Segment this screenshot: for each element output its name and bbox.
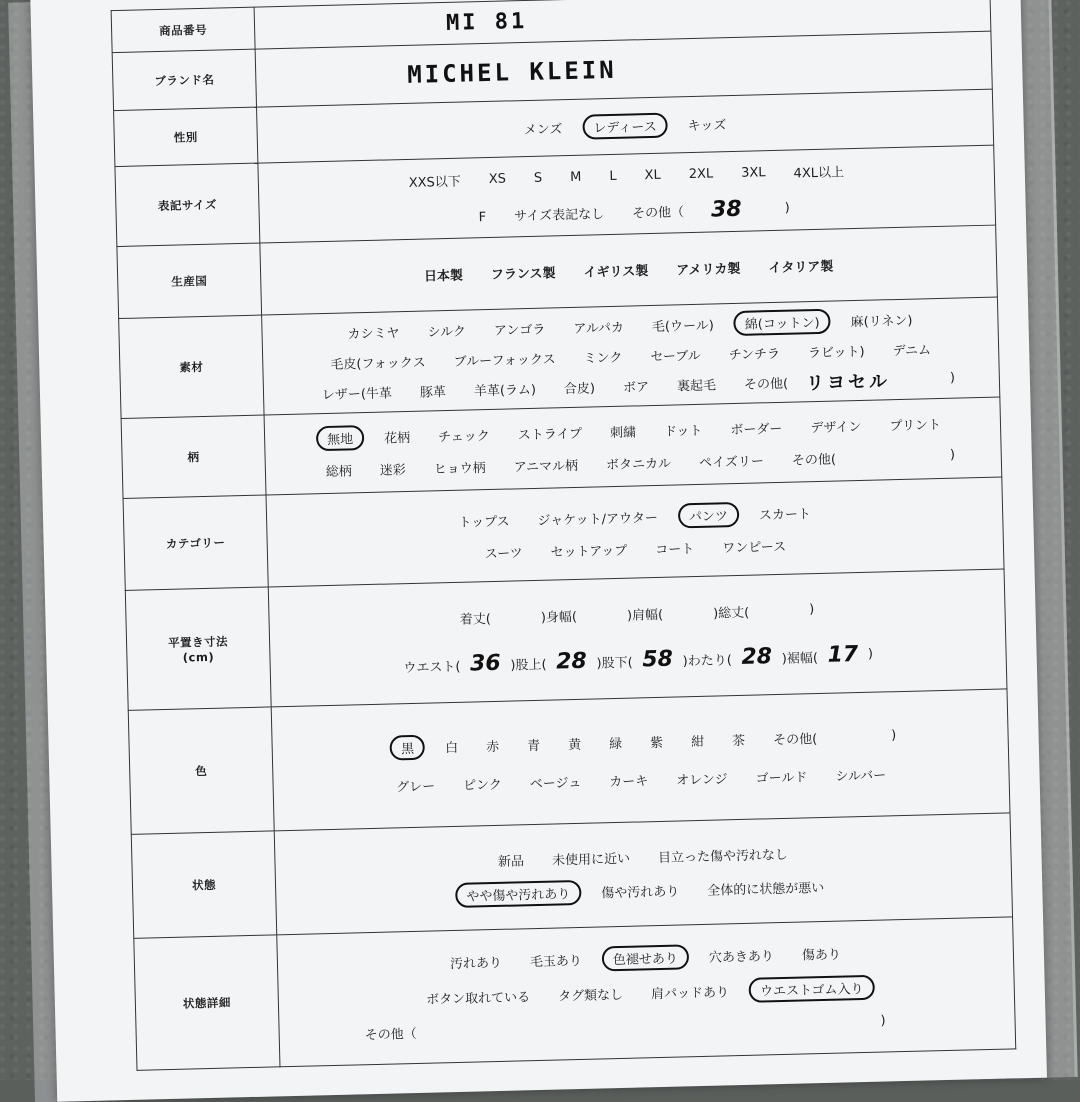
option: オレンジ xyxy=(676,771,728,789)
option: S xyxy=(533,170,543,186)
option: チェック xyxy=(437,428,490,445)
option-circled: レディース xyxy=(582,113,668,140)
measure-field-label: )わたり( xyxy=(682,652,733,669)
measure-field-value: 28 xyxy=(555,648,588,674)
option: 毛玉あり xyxy=(529,953,583,971)
condition-label: 状態 xyxy=(131,831,276,938)
measure-field-label: )股下( xyxy=(596,655,633,671)
option: 未使用に近い xyxy=(551,851,631,869)
measure-field-value: 17 xyxy=(827,641,859,668)
option: 紺 xyxy=(690,734,705,750)
option: 青 xyxy=(526,738,541,754)
pattern-other-close: ) xyxy=(949,447,956,463)
option: ジャケット/アウター xyxy=(537,510,659,529)
option: 緑 xyxy=(608,736,623,752)
color-options-row1 xyxy=(273,720,1006,763)
detail-options-row3 xyxy=(280,1006,1013,1047)
option: スーツ xyxy=(484,545,523,562)
option: 羊革(ラム) xyxy=(473,382,537,400)
option: XL xyxy=(644,167,661,183)
measure-field-value xyxy=(749,615,799,616)
option: 白 xyxy=(444,740,459,756)
option: デザイン xyxy=(810,419,862,436)
option: セーブル xyxy=(650,348,701,365)
measure-row2 xyxy=(271,638,1004,681)
measure-field-value: 58 xyxy=(642,646,674,672)
color-options-row2 xyxy=(274,759,1007,800)
option: ゴールド xyxy=(755,769,808,787)
measure-field-value xyxy=(663,617,713,618)
option-circled: 綿(コットン) xyxy=(733,308,830,335)
option: M xyxy=(569,169,582,185)
size-other-value: 38 xyxy=(710,196,742,223)
detail-other-close: ) xyxy=(880,1013,886,1029)
option-circled: 黒 xyxy=(390,734,426,760)
measure-field-label: )総丈( xyxy=(712,605,750,622)
option: その他( xyxy=(743,376,789,393)
option: ピンク xyxy=(462,777,503,794)
measure-row2-close: ) xyxy=(867,646,874,662)
size-label: 表記サイズ xyxy=(115,163,260,246)
detail-options-row1 xyxy=(279,936,1012,979)
option: 黄 xyxy=(567,737,582,753)
option: ワンピース xyxy=(722,539,787,556)
option: スカート xyxy=(758,506,812,523)
option: レザー(牛革 xyxy=(321,386,393,404)
option: 3XL xyxy=(740,164,766,181)
option: プリント xyxy=(889,417,942,434)
option: 裏起毛 xyxy=(676,378,717,395)
option: カーキ xyxy=(609,773,649,790)
option: チンチラ xyxy=(728,346,781,363)
measure-field-label: )裾幅( xyxy=(781,650,819,667)
product-number-value: MI 81 xyxy=(445,8,528,36)
option: デニム xyxy=(892,342,932,359)
brand-value: MICHEL KLEIN xyxy=(406,55,617,89)
option: ドット xyxy=(663,423,703,440)
option: カシミヤ xyxy=(347,325,400,342)
measure-field-label: ウエスト( xyxy=(403,659,461,676)
option: 毛(ウール) xyxy=(651,317,714,335)
measure-field-label: )身幅( xyxy=(540,609,578,626)
option: 赤 xyxy=(485,739,500,755)
option: 日本製 xyxy=(423,268,464,285)
option: 傷あり xyxy=(801,947,842,964)
option: F xyxy=(478,209,487,225)
option: ヒョウ柄 xyxy=(433,460,486,477)
measure-row1 xyxy=(270,595,1003,632)
option: コート xyxy=(655,541,695,558)
option: フランス製 xyxy=(490,266,556,283)
option: ボア xyxy=(622,380,650,396)
option: アニマル柄 xyxy=(513,458,579,475)
row-detail xyxy=(134,917,1016,1070)
measure-field-value: 36 xyxy=(469,650,501,677)
origin-label: 生産国 xyxy=(117,243,262,318)
option: 2XL xyxy=(688,165,714,182)
option-circled: 無地 xyxy=(316,425,365,451)
option: シルバー xyxy=(835,767,887,785)
brand-label: ブランド名 xyxy=(112,49,256,110)
product-form-table xyxy=(111,0,1017,1071)
size-options-row2 xyxy=(260,190,993,233)
gender-label: 性別 xyxy=(114,107,258,166)
option: ラビット) xyxy=(807,344,865,361)
option: 汚れあり xyxy=(449,955,503,973)
option: 肩パッドあり xyxy=(650,985,730,1003)
option: トップス xyxy=(458,514,510,531)
option: 穴あきあり xyxy=(708,949,775,966)
option: キッズ xyxy=(687,118,727,135)
option: イギリス製 xyxy=(583,264,649,281)
option: その他（ xyxy=(631,204,685,221)
option-circled: パンツ xyxy=(678,501,740,527)
measure-row1-close: ) xyxy=(809,601,815,617)
measure-label: 平置き寸法 xyxy=(167,633,229,650)
option-circled: 色褪せあり xyxy=(602,944,690,971)
color-label: 色 xyxy=(128,707,274,834)
option: XXS以下 xyxy=(408,174,461,191)
option: 傷や汚れあり xyxy=(601,884,680,901)
option: L xyxy=(609,168,617,184)
material-other-value: リヨセル xyxy=(805,370,891,394)
option: シルク xyxy=(427,324,467,340)
measure-field-value: 28 xyxy=(741,643,773,670)
option-circled: ウエストゴム入り xyxy=(749,975,875,1003)
option: 刺繍 xyxy=(609,424,637,441)
size-options-row1 xyxy=(260,155,993,196)
option-circled: やや傷や汚れあり xyxy=(455,879,582,907)
product-number-label: 商品番号 xyxy=(111,7,255,52)
option: ベージュ xyxy=(529,775,582,792)
option: 総柄 xyxy=(325,463,352,480)
size-other-close: ) xyxy=(784,200,790,216)
option: 豚革 xyxy=(419,385,447,401)
option: 花柄 xyxy=(383,430,411,447)
measure-field-label: )股上( xyxy=(510,657,547,674)
option: セットアップ xyxy=(550,543,628,561)
option: 目立った傷や汚れなし xyxy=(657,847,789,866)
detail-label: 状態詳細 xyxy=(134,935,280,1070)
measure-field-value xyxy=(577,619,627,620)
pattern-label: 柄 xyxy=(121,415,266,498)
option: その他( xyxy=(791,452,837,469)
option: グレー xyxy=(395,778,436,795)
material-label: 素材 xyxy=(119,315,264,418)
option: XS xyxy=(488,171,507,187)
option: その他（ xyxy=(364,1026,417,1044)
measure-unit: (cm) xyxy=(182,649,215,665)
option: イタリア製 xyxy=(768,259,834,277)
detail-options-row2 xyxy=(280,971,1013,1014)
option: ボタニカル xyxy=(605,456,672,473)
row-measure xyxy=(125,569,1007,710)
product-form-sheet xyxy=(30,0,1047,1102)
option: 麻(リネン) xyxy=(850,313,913,330)
option: 紫 xyxy=(649,735,664,751)
option: タグ類なし xyxy=(557,987,624,1005)
option: 毛皮(フォックス xyxy=(330,355,426,373)
option: 迷彩 xyxy=(379,462,406,479)
material-other-close: ) xyxy=(949,370,956,386)
row-color xyxy=(128,689,1010,834)
gender-options xyxy=(258,105,991,148)
option: 茶 xyxy=(731,733,746,749)
option: 新品 xyxy=(497,853,525,870)
option: 4XL以上 xyxy=(793,164,845,181)
option: ペイズリー xyxy=(698,453,765,471)
option: サイズ表記なし xyxy=(513,206,605,224)
option: 合皮) xyxy=(563,381,596,398)
option: その他( xyxy=(772,731,818,748)
option: ボタン取れている xyxy=(425,990,531,1008)
measure-field-label: )肩幅( xyxy=(626,607,664,624)
condition-options-row2 xyxy=(277,869,1010,912)
option: アルパカ xyxy=(573,320,625,337)
option: メンズ xyxy=(523,122,563,139)
color-other-close: ) xyxy=(890,727,897,743)
option: アメリカ製 xyxy=(676,261,741,279)
category-label: カテゴリー xyxy=(123,495,268,590)
option: ミンク xyxy=(583,350,623,367)
origin-options xyxy=(262,250,995,291)
option: ブルーフォックス xyxy=(453,351,556,370)
option: 全体的に状態が悪い xyxy=(707,880,825,899)
measure-field-label: 着丈( xyxy=(459,611,492,628)
measure-field-value xyxy=(491,621,541,622)
option: アンゴラ xyxy=(493,322,546,339)
option: ストライプ xyxy=(517,426,583,443)
option: ボーダー xyxy=(730,421,783,438)
